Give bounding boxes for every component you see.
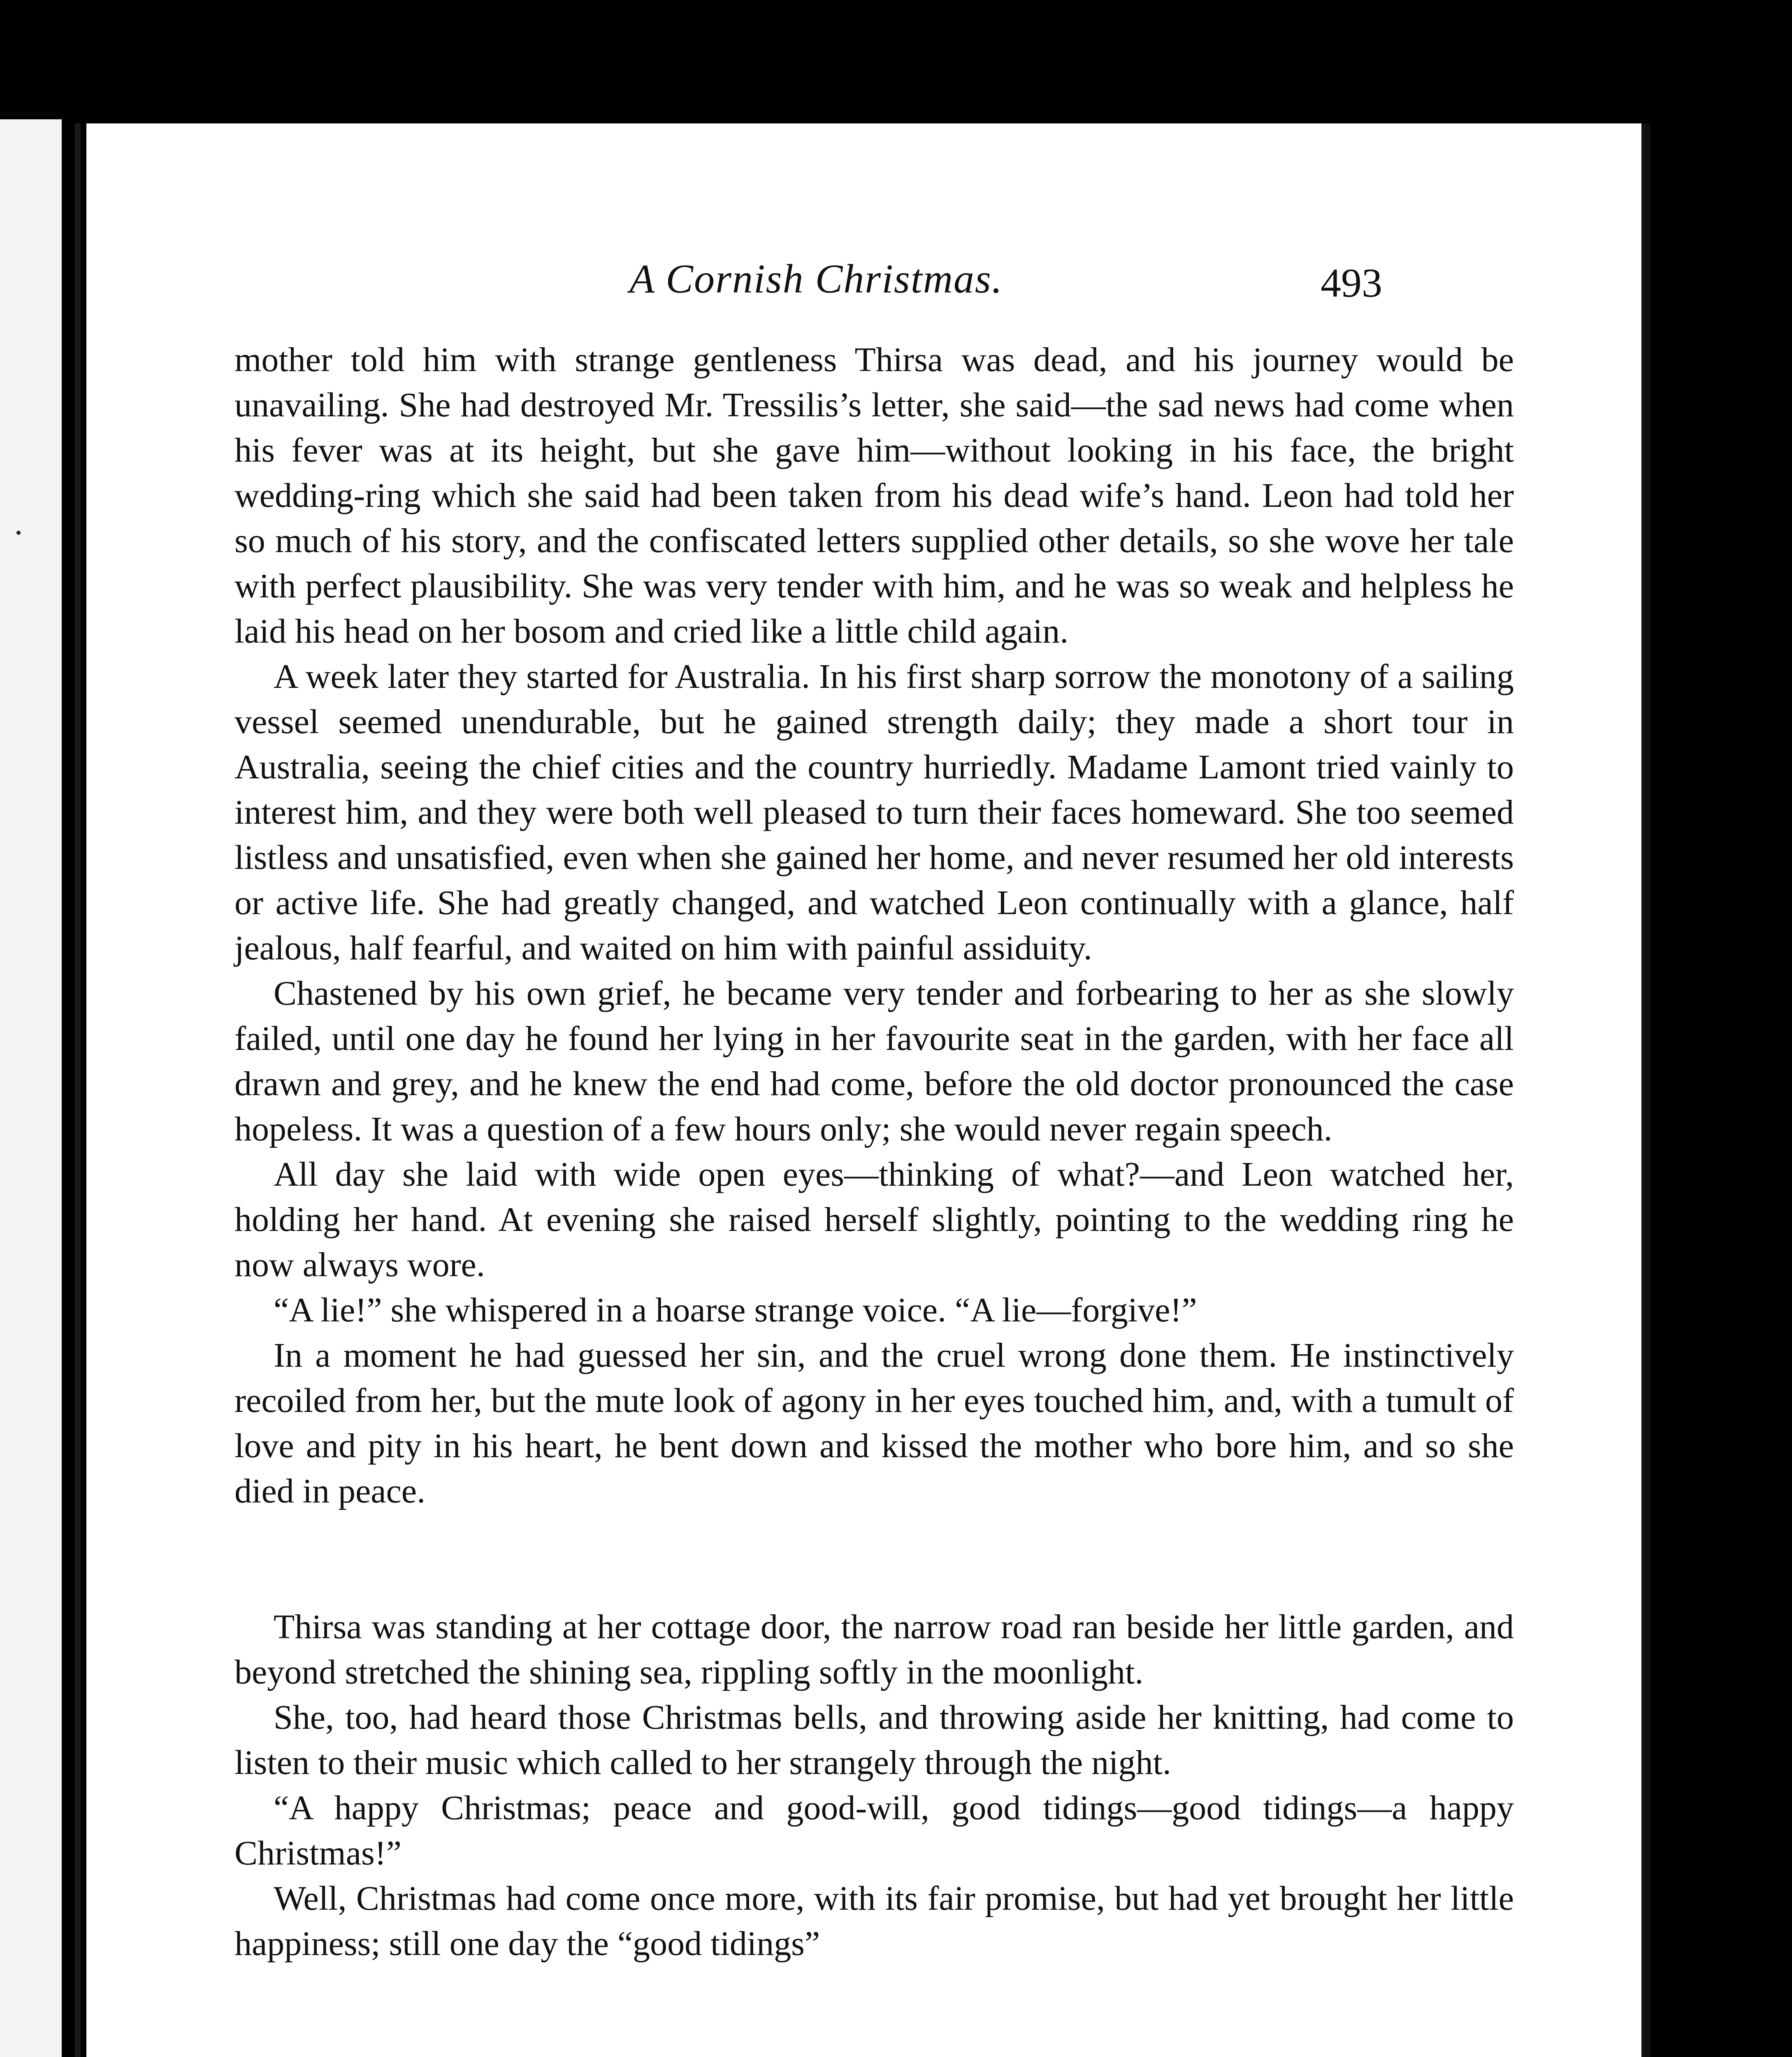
paragraph: Chastened by his own grief, he became very tender and forbearing to her as she slowly failed, until one day he found her lying in her favourite seat in the garden, with her face all drawn and grey, and he knew the end had come, before the old doctor pronounced the case hopeless. It was a question of a few hours only; she would never regain speech. [234,974,1514,1148]
paragraph: In a moment he had guessed her sin, and the cruel wrong done them. He instinctively recoiled from her, but the mute look of agony in her eyes touched him, and, with a tumult of love and pity in his heart, he bent down and kissed the mother who bore him, and so she died in peace. [234,1336,1514,1510]
paragraph: mother told him with strange gentleness Thirsa was dead, and his journey would be unavailing. She had destroyed Mr. Tressilis’s letter, she said—the sad news had come when his fever was at its height, but she gave him—without looking in his face, the bright wedding-ring which she said had been taken from his dead wife’s hand. Leon had told her so much of his story, and the confiscated letters supplied other details, so she wove her tale with perfect plausibility. She was very tender with him, and he was so weak and helpless he laid his head on her bosom and cried like a little child again. [234,341,1514,650]
page-header [86,255,1641,321]
paragraph: “A happy Christmas; peace and good-will, good tidings—good tidings—a happy Christmas!” [234,1789,1514,1872]
paragraph: “A lie!” she whispered in a hoarse strange voice. “A lie—forgive!” [274,1291,1197,1329]
running-title: A Cornish Christmas. [629,256,1003,302]
paragraph: Well, Christmas had come once more, with its fair promise, but had yet brought her little happiness; still one day the “good tidings” [234,1879,1514,1963]
book-page [86,123,1641,2057]
page-number: 493 [1321,260,1382,306]
paragraph: She, too, had heard those Christmas bells, and throwing aside her knitting, had come to listen to their music which called to her strangely through the night. [234,1698,1514,1782]
page-right-edge [1641,123,1650,2057]
paragraph: Thirsa was standing at her cottage door, the narrow road ran beside her little garden, and beyond stretched the shining sea, rippling softly in the moonlight. [234,1608,1514,1691]
scan-speck [16,531,21,535]
section-break [234,1514,1514,1604]
page-gutter [75,123,81,2057]
paragraph: A week later they started for Australia. In his first sharp sorrow the monotony of a sailing vessel seemed unendurable, but he gained strength daily; they made a short tour in Australia, seeing the chief cities and the country hurriedly. Madame Lamont tried vainly to interest him, and they were both well pleased to turn their faces homeward. She too seemed listless and unsatisfied, even when she gained her home, and never resumed her old interests or active life. She had greatly changed, and watched Leon continually with a glance, half jealous, half fearful, and waited on him with painful assiduity. [234,657,1514,967]
body-text [234,337,1514,1966]
facing-page-edge [0,119,62,2057]
paragraph: All day she laid with wide open eyes—thinking of what?—and Leon watched her, holding her hand. At evening she raised herself slightly, pointing to the wedding ring he now always wore. [234,1155,1514,1284]
